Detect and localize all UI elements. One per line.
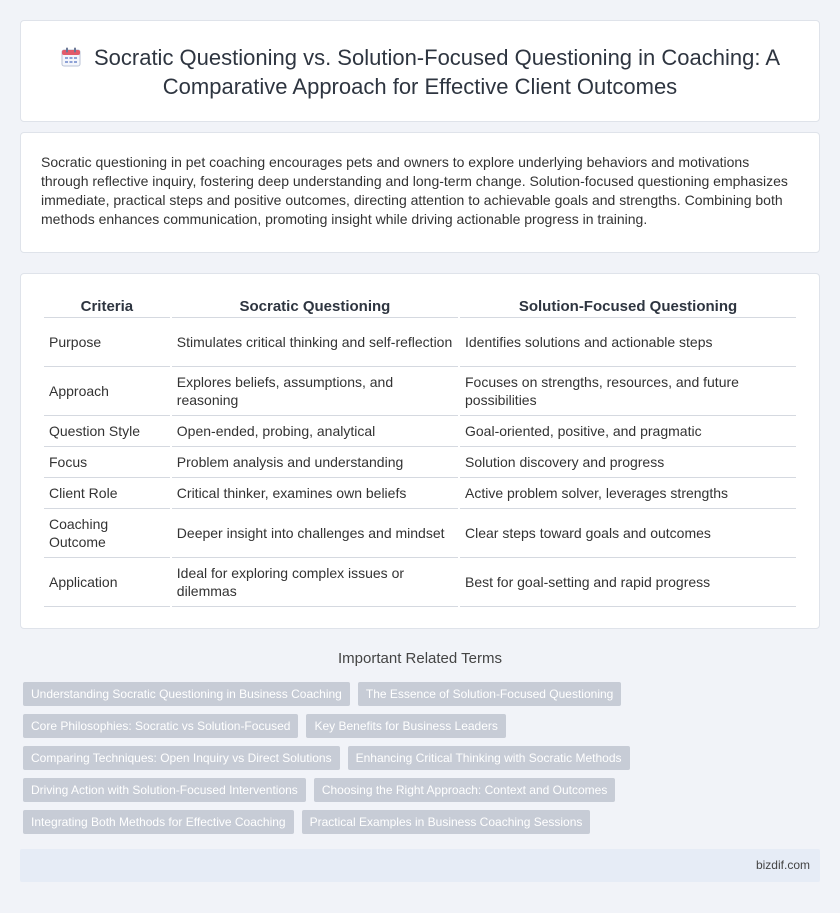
footer-site-link[interactable]: bizdif.com: [755, 858, 810, 872]
socratic-cell: Stimulates critical thinking and self-reflection: [172, 318, 458, 367]
socratic-cell: Explores beliefs, assumptions, and reasoning: [172, 367, 458, 416]
criteria-cell: Focus: [44, 447, 170, 478]
related-terms-title: Important Related Terms: [338, 650, 502, 667]
related-tag[interactable]: Driving Action with Solution-Focused Interventions: [23, 778, 306, 802]
socratic-cell: Ideal for exploring complex issues or dilemmas: [172, 558, 458, 607]
related-tags-row: [23, 746, 630, 770]
socratic-cell: Critical thinker, examines own beliefs: [172, 478, 458, 509]
page-title: [21, 21, 819, 101]
table-row: [44, 478, 796, 509]
related-tags-row: [23, 682, 621, 706]
criteria-cell: Approach: [44, 367, 170, 416]
table-row: [44, 509, 796, 558]
page-title-text: Socratic Questioning vs. Solution-Focused Questioning in Coaching: A Comparative Approach for Effective Client Outcomes: [93, 45, 781, 99]
header-socratic: Socratic Questioning: [172, 296, 458, 318]
related-tag[interactable]: The Essence of Solution-Focused Questioning: [358, 682, 621, 706]
table-row: [44, 558, 796, 607]
solution-cell: Solution discovery and progress: [460, 447, 796, 478]
socratic-cell: Deeper insight into challenges and mindset: [172, 509, 458, 558]
criteria-cell: Client Role: [44, 478, 170, 509]
intro-card: [20, 132, 820, 253]
footer: [20, 849, 820, 882]
socratic-cell: Problem analysis and understanding: [172, 447, 458, 478]
related-tag[interactable]: Comparing Techniques: Open Inquiry vs Direct Solutions: [23, 746, 340, 770]
related-tag[interactable]: Choosing the Right Approach: Context and Outcomes: [314, 778, 616, 802]
header-criteria: Criteria: [44, 296, 170, 318]
calendar-icon: [60, 46, 82, 68]
intro-text: Socratic questioning in pet coaching encourages pets and owners to explore underlying behaviors and motivations through reflective inquiry, fostering deep understanding and long-term change. Solution-focused questioning emphasizes immediate, practical steps and positive outcomes, directing attention to achievable goals and strengths. Combining both methods enhances communication, promoting insight while driving actionable progress in training.: [41, 154, 788, 227]
related-tag[interactable]: Key Benefits for Business Leaders: [306, 714, 505, 738]
criteria-cell: Purpose: [44, 318, 170, 367]
table-header-row: [44, 296, 796, 318]
solution-cell: Best for goal-setting and rapid progress: [460, 558, 796, 607]
table-row: [44, 447, 796, 478]
related-tag[interactable]: Practical Examples in Business Coaching Sessions: [302, 810, 591, 834]
socratic-cell: Open-ended, probing, analytical: [172, 416, 458, 447]
comparison-card: [20, 273, 820, 629]
related-tag[interactable]: Core Philosophies: Socratic vs Solution-Focused: [23, 714, 298, 738]
related-tags-row: [23, 810, 590, 834]
title-card: [20, 20, 820, 122]
table-row: [44, 416, 796, 447]
related-tag[interactable]: Understanding Socratic Questioning in Business Coaching: [23, 682, 350, 706]
solution-cell: Active problem solver, leverages strengths: [460, 478, 796, 509]
table-row: [44, 318, 796, 367]
criteria-cell: Coaching Outcome: [44, 509, 170, 558]
criteria-cell: Application: [44, 558, 170, 607]
related-tags-row: [23, 714, 506, 738]
solution-cell: Identifies solutions and actionable steps: [460, 318, 796, 367]
solution-cell: Clear steps toward goals and outcomes: [460, 509, 796, 558]
related-tags-row: [23, 778, 615, 802]
criteria-cell: Question Style: [44, 416, 170, 447]
related-tag[interactable]: Integrating Both Methods for Effective Coaching: [23, 810, 294, 834]
solution-cell: Focuses on strengths, resources, and future possibilities: [460, 367, 796, 416]
table-row: [44, 367, 796, 416]
related-tag[interactable]: Enhancing Critical Thinking with Socratic Methods: [348, 746, 630, 770]
comparison-table: [42, 296, 798, 607]
header-solution-focused: Solution-Focused Questioning: [460, 296, 796, 318]
solution-cell: Goal-oriented, positive, and pragmatic: [460, 416, 796, 447]
